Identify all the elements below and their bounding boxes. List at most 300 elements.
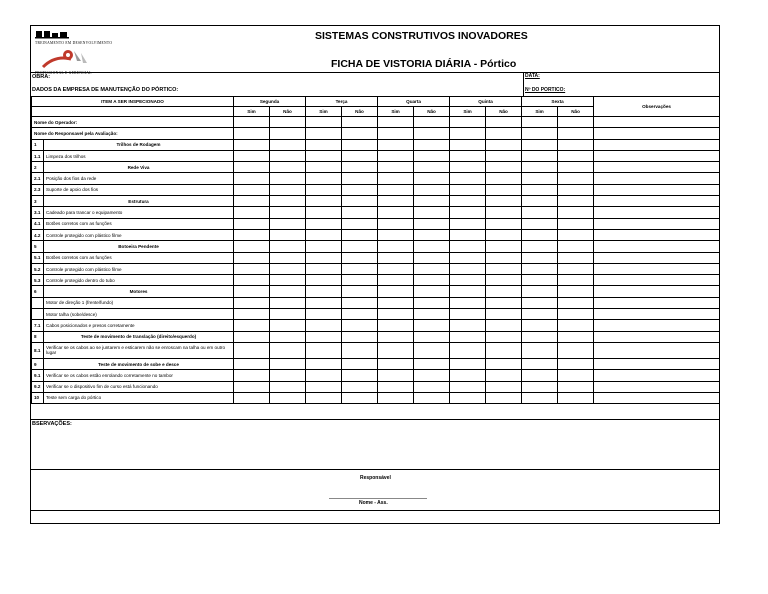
nao-header: Não <box>270 107 306 117</box>
check-cell[interactable] <box>342 139 378 150</box>
observation-cell[interactable] <box>594 309 720 320</box>
observation-cell[interactable] <box>594 263 720 274</box>
check-cell[interactable] <box>378 392 414 403</box>
check-cell[interactable] <box>558 331 594 342</box>
check-cell[interactable] <box>270 309 306 320</box>
check-cell[interactable] <box>342 196 378 207</box>
check-cell[interactable] <box>270 286 306 297</box>
logo-wordmark-icon <box>35 28 75 40</box>
check-cell[interactable] <box>522 252 558 263</box>
item-number: 7.1 <box>32 320 44 331</box>
check-cell[interactable] <box>450 263 486 274</box>
check-cell[interactable] <box>342 117 378 128</box>
check-cell[interactable] <box>522 117 558 128</box>
check-cell[interactable] <box>414 275 450 286</box>
check-cell[interactable] <box>558 128 594 139</box>
observation-cell[interactable] <box>594 275 720 286</box>
check-cell[interactable] <box>342 128 378 139</box>
item-description: Limpeza dos trilhos <box>44 150 234 161</box>
check-cell[interactable] <box>270 275 306 286</box>
check-cell[interactable] <box>450 275 486 286</box>
item-description: Teste sem carga do pórtico <box>44 392 234 403</box>
check-cell[interactable] <box>450 229 486 240</box>
check-cell[interactable] <box>450 342 486 358</box>
check-cell[interactable] <box>558 196 594 207</box>
item-description: Verificar se os cabos estão enrolando corretamente no tambor <box>44 370 234 381</box>
check-cell[interactable] <box>234 286 270 297</box>
check-cell[interactable] <box>486 218 522 229</box>
observation-cell[interactable] <box>594 370 720 381</box>
nao-header: Não <box>342 107 378 117</box>
check-cell[interactable] <box>558 117 594 128</box>
check-cell[interactable] <box>234 309 270 320</box>
check-cell[interactable] <box>522 342 558 358</box>
check-cell[interactable] <box>270 173 306 184</box>
check-cell[interactable] <box>558 286 594 297</box>
check-cell[interactable] <box>414 331 450 342</box>
check-cell[interactable] <box>450 207 486 218</box>
check-cell[interactable] <box>558 241 594 252</box>
check-cell[interactable] <box>414 207 450 218</box>
check-cell[interactable] <box>450 196 486 207</box>
check-cell[interactable] <box>378 275 414 286</box>
check-cell[interactable] <box>486 297 522 308</box>
observation-cell[interactable] <box>594 150 720 161</box>
check-cell[interactable] <box>378 229 414 240</box>
check-cell[interactable] <box>414 128 450 139</box>
check-cell[interactable] <box>342 309 378 320</box>
check-cell[interactable] <box>558 309 594 320</box>
check-cell[interactable] <box>522 196 558 207</box>
check-cell[interactable] <box>342 252 378 263</box>
check-cell[interactable] <box>342 297 378 308</box>
check-cell[interactable] <box>270 184 306 195</box>
observation-cell[interactable] <box>594 173 720 184</box>
check-cell[interactable] <box>306 331 342 342</box>
check-cell[interactable] <box>306 370 342 381</box>
check-cell[interactable] <box>522 392 558 403</box>
check-cell[interactable] <box>486 117 522 128</box>
check-cell[interactable] <box>486 207 522 218</box>
observation-cell[interactable] <box>594 162 720 173</box>
check-cell[interactable] <box>270 263 306 274</box>
item-number: 8.1 <box>32 342 44 358</box>
check-cell[interactable] <box>234 196 270 207</box>
check-cell[interactable] <box>306 196 342 207</box>
check-cell[interactable] <box>558 370 594 381</box>
form-title: SISTEMAS CONSTRUTIVOS INOVADORES <box>315 30 528 42</box>
check-cell[interactable] <box>414 320 450 331</box>
header-rule <box>31 72 719 73</box>
check-cell[interactable] <box>342 370 378 381</box>
check-cell[interactable] <box>378 263 414 274</box>
item-row <box>32 150 720 161</box>
check-cell[interactable] <box>270 196 306 207</box>
check-cell[interactable] <box>234 342 270 358</box>
check-cell[interactable] <box>306 139 342 150</box>
check-cell[interactable] <box>378 218 414 229</box>
check-cell[interactable] <box>234 150 270 161</box>
check-cell[interactable] <box>558 320 594 331</box>
observation-cell[interactable] <box>594 117 720 128</box>
check-cell[interactable] <box>414 263 450 274</box>
check-cell[interactable] <box>522 263 558 274</box>
observation-cell[interactable] <box>594 342 720 358</box>
check-cell[interactable] <box>414 286 450 297</box>
check-cell[interactable] <box>378 128 414 139</box>
check-cell[interactable] <box>486 196 522 207</box>
check-cell[interactable] <box>306 162 342 173</box>
check-cell[interactable] <box>270 229 306 240</box>
check-cell[interactable] <box>558 297 594 308</box>
check-cell[interactable] <box>234 128 270 139</box>
check-cell[interactable] <box>486 275 522 286</box>
check-cell[interactable] <box>414 297 450 308</box>
check-cell[interactable] <box>234 392 270 403</box>
check-cell[interactable] <box>342 392 378 403</box>
check-cell[interactable] <box>558 184 594 195</box>
check-cell[interactable] <box>486 342 522 358</box>
check-cell[interactable] <box>306 286 342 297</box>
check-cell[interactable] <box>234 139 270 150</box>
check-cell[interactable] <box>234 263 270 274</box>
check-cell[interactable] <box>342 207 378 218</box>
check-cell[interactable] <box>378 207 414 218</box>
check-cell[interactable] <box>342 263 378 274</box>
check-cell[interactable] <box>378 331 414 342</box>
check-cell[interactable] <box>270 358 306 369</box>
check-cell[interactable] <box>522 320 558 331</box>
check-cell[interactable] <box>414 309 450 320</box>
item-number: 5.2 <box>32 263 44 274</box>
check-cell[interactable] <box>234 320 270 331</box>
check-cell[interactable] <box>450 184 486 195</box>
check-cell[interactable] <box>522 173 558 184</box>
check-cell[interactable] <box>342 275 378 286</box>
check-cell[interactable] <box>522 150 558 161</box>
check-cell[interactable] <box>234 162 270 173</box>
check-cell[interactable] <box>450 370 486 381</box>
check-cell[interactable] <box>306 320 342 331</box>
check-cell[interactable] <box>270 117 306 128</box>
check-cell[interactable] <box>270 297 306 308</box>
check-cell[interactable] <box>270 139 306 150</box>
check-cell[interactable] <box>342 331 378 342</box>
item-description: Verificar se o dispositivo fim de curso está funcionando <box>44 381 234 392</box>
check-cell[interactable] <box>414 252 450 263</box>
check-cell[interactable] <box>522 229 558 240</box>
signature-line <box>329 498 427 499</box>
check-cell[interactable] <box>522 286 558 297</box>
check-cell[interactable] <box>306 358 342 369</box>
check-cell[interactable] <box>450 139 486 150</box>
check-cell[interactable] <box>234 117 270 128</box>
check-cell[interactable] <box>270 331 306 342</box>
check-cell[interactable] <box>234 184 270 195</box>
check-cell[interactable] <box>486 184 522 195</box>
check-cell[interactable] <box>378 370 414 381</box>
check-cell[interactable] <box>522 241 558 252</box>
operator-row <box>32 117 720 128</box>
check-cell[interactable] <box>378 241 414 252</box>
check-cell[interactable] <box>270 252 306 263</box>
check-cell[interactable] <box>270 207 306 218</box>
item-description: Verificar se os cabos ao se juntarem e esticarem não se enroscam na talha ou em outro lugar <box>44 342 234 358</box>
check-cell[interactable] <box>486 309 522 320</box>
check-cell[interactable] <box>306 381 342 392</box>
check-cell[interactable] <box>450 128 486 139</box>
check-cell[interactable] <box>450 358 486 369</box>
check-cell[interactable] <box>414 150 450 161</box>
responsible-label: Responsável <box>360 475 391 481</box>
item-row <box>32 342 720 358</box>
check-cell[interactable] <box>414 358 450 369</box>
check-cell[interactable] <box>414 173 450 184</box>
check-cell[interactable] <box>342 286 378 297</box>
check-cell[interactable] <box>414 370 450 381</box>
check-cell[interactable] <box>450 241 486 252</box>
check-cell[interactable] <box>234 370 270 381</box>
check-cell[interactable] <box>486 286 522 297</box>
check-cell[interactable] <box>522 184 558 195</box>
check-cell[interactable] <box>486 320 522 331</box>
check-cell[interactable] <box>378 342 414 358</box>
item-number: 5 <box>32 241 44 252</box>
check-cell[interactable] <box>414 218 450 229</box>
observation-cell[interactable] <box>594 241 720 252</box>
check-cell[interactable] <box>486 162 522 173</box>
observation-cell[interactable] <box>594 184 720 195</box>
check-cell[interactable] <box>378 184 414 195</box>
check-cell[interactable] <box>522 218 558 229</box>
check-cell[interactable] <box>306 207 342 218</box>
check-cell[interactable] <box>342 173 378 184</box>
check-cell[interactable] <box>414 229 450 240</box>
check-cell[interactable] <box>486 229 522 240</box>
check-cell[interactable] <box>378 196 414 207</box>
check-cell[interactable] <box>522 370 558 381</box>
check-cell[interactable] <box>558 263 594 274</box>
check-cell[interactable] <box>558 229 594 240</box>
check-cell[interactable] <box>558 342 594 358</box>
check-cell[interactable] <box>378 286 414 297</box>
check-cell[interactable] <box>450 392 486 403</box>
item-number: 9 <box>32 358 44 369</box>
check-cell[interactable] <box>450 286 486 297</box>
observation-cell[interactable] <box>594 320 720 331</box>
check-cell[interactable] <box>486 263 522 274</box>
item-row <box>32 184 720 195</box>
check-cell[interactable] <box>270 162 306 173</box>
observation-cell[interactable] <box>594 392 720 403</box>
observation-cell[interactable] <box>594 381 720 392</box>
check-cell[interactable] <box>342 150 378 161</box>
observation-cell[interactable] <box>594 128 720 139</box>
item-number: 8 <box>32 331 44 342</box>
check-cell[interactable] <box>414 392 450 403</box>
check-cell[interactable] <box>522 381 558 392</box>
check-cell[interactable] <box>522 297 558 308</box>
check-cell[interactable] <box>270 218 306 229</box>
check-cell[interactable] <box>486 139 522 150</box>
check-cell[interactable] <box>522 331 558 342</box>
observation-cell[interactable] <box>594 358 720 369</box>
check-cell[interactable] <box>306 150 342 161</box>
check-cell[interactable] <box>342 241 378 252</box>
check-cell[interactable] <box>342 218 378 229</box>
section-row <box>32 331 720 342</box>
check-cell[interactable] <box>306 229 342 240</box>
check-cell[interactable] <box>558 173 594 184</box>
check-cell[interactable] <box>558 252 594 263</box>
check-cell[interactable] <box>378 162 414 173</box>
check-cell[interactable] <box>414 139 450 150</box>
check-cell[interactable] <box>378 297 414 308</box>
check-cell[interactable] <box>414 342 450 358</box>
check-cell[interactable] <box>558 218 594 229</box>
observation-cell[interactable] <box>594 252 720 263</box>
check-cell[interactable] <box>450 309 486 320</box>
check-cell[interactable] <box>378 381 414 392</box>
check-cell[interactable] <box>306 128 342 139</box>
check-cell[interactable] <box>306 218 342 229</box>
observation-cell[interactable] <box>594 229 720 240</box>
check-cell[interactable] <box>342 381 378 392</box>
check-cell[interactable] <box>522 207 558 218</box>
check-cell[interactable] <box>450 381 486 392</box>
check-cell[interactable] <box>486 358 522 369</box>
check-cell[interactable] <box>234 331 270 342</box>
check-cell[interactable] <box>234 173 270 184</box>
check-cell[interactable] <box>378 320 414 331</box>
check-cell[interactable] <box>558 275 594 286</box>
check-cell[interactable] <box>234 358 270 369</box>
observation-cell[interactable] <box>594 297 720 308</box>
check-cell[interactable] <box>270 342 306 358</box>
check-cell[interactable] <box>234 207 270 218</box>
check-cell[interactable] <box>270 370 306 381</box>
check-cell[interactable] <box>270 150 306 161</box>
check-cell[interactable] <box>270 392 306 403</box>
check-cell[interactable] <box>522 358 558 369</box>
check-cell[interactable] <box>342 229 378 240</box>
check-cell[interactable] <box>306 252 342 263</box>
check-cell[interactable] <box>450 162 486 173</box>
observation-cell[interactable] <box>594 207 720 218</box>
check-cell[interactable] <box>234 275 270 286</box>
observation-cell[interactable] <box>594 218 720 229</box>
check-cell[interactable] <box>378 139 414 150</box>
check-cell[interactable] <box>234 218 270 229</box>
check-cell[interactable] <box>522 128 558 139</box>
check-cell[interactable] <box>486 331 522 342</box>
check-cell[interactable] <box>306 342 342 358</box>
check-cell[interactable] <box>522 309 558 320</box>
check-cell[interactable] <box>342 162 378 173</box>
check-cell[interactable] <box>270 381 306 392</box>
check-cell[interactable] <box>306 117 342 128</box>
check-cell[interactable] <box>378 117 414 128</box>
check-cell[interactable] <box>558 139 594 150</box>
check-cell[interactable] <box>414 184 450 195</box>
check-cell[interactable] <box>378 252 414 263</box>
signature-rule <box>31 469 719 470</box>
check-cell[interactable] <box>306 275 342 286</box>
check-cell[interactable] <box>378 173 414 184</box>
check-cell[interactable] <box>450 297 486 308</box>
check-cell[interactable] <box>450 150 486 161</box>
check-cell[interactable] <box>342 358 378 369</box>
check-cell[interactable] <box>450 320 486 331</box>
check-cell[interactable] <box>450 117 486 128</box>
check-cell[interactable] <box>486 370 522 381</box>
check-cell[interactable] <box>450 173 486 184</box>
check-cell[interactable] <box>378 309 414 320</box>
observation-cell[interactable] <box>594 286 720 297</box>
check-cell[interactable] <box>558 392 594 403</box>
check-cell[interactable] <box>234 252 270 263</box>
check-cell[interactable] <box>450 252 486 263</box>
check-cell[interactable] <box>378 358 414 369</box>
check-cell[interactable] <box>486 392 522 403</box>
check-cell[interactable] <box>558 162 594 173</box>
check-cell[interactable] <box>522 162 558 173</box>
observation-cell[interactable] <box>594 331 720 342</box>
check-cell[interactable] <box>234 381 270 392</box>
check-cell[interactable] <box>270 320 306 331</box>
check-cell[interactable] <box>558 150 594 161</box>
check-cell[interactable] <box>414 162 450 173</box>
check-cell[interactable] <box>414 196 450 207</box>
check-cell[interactable] <box>342 342 378 358</box>
check-cell[interactable] <box>270 241 306 252</box>
check-cell[interactable] <box>522 275 558 286</box>
check-cell[interactable] <box>234 241 270 252</box>
check-cell[interactable] <box>558 207 594 218</box>
check-cell[interactable] <box>522 139 558 150</box>
check-cell[interactable] <box>558 358 594 369</box>
observation-cell[interactable] <box>594 139 720 150</box>
check-cell[interactable] <box>342 184 378 195</box>
check-cell[interactable] <box>486 381 522 392</box>
check-cell[interactable] <box>306 309 342 320</box>
check-cell[interactable] <box>486 150 522 161</box>
check-cell[interactable] <box>306 173 342 184</box>
check-cell[interactable] <box>414 381 450 392</box>
check-cell[interactable] <box>306 392 342 403</box>
check-cell[interactable] <box>414 241 450 252</box>
check-cell[interactable] <box>270 128 306 139</box>
check-cell[interactable] <box>486 173 522 184</box>
check-cell[interactable] <box>414 117 450 128</box>
check-cell[interactable] <box>486 252 522 263</box>
check-cell[interactable] <box>342 320 378 331</box>
check-cell[interactable] <box>234 297 270 308</box>
check-cell[interactable] <box>234 229 270 240</box>
check-cell[interactable] <box>486 241 522 252</box>
check-cell[interactable] <box>486 128 522 139</box>
check-cell[interactable] <box>450 331 486 342</box>
check-cell[interactable] <box>306 297 342 308</box>
check-cell[interactable] <box>306 263 342 274</box>
check-cell[interactable] <box>558 381 594 392</box>
check-cell[interactable] <box>450 218 486 229</box>
check-cell[interactable] <box>378 150 414 161</box>
check-cell[interactable] <box>306 241 342 252</box>
observation-cell[interactable] <box>594 196 720 207</box>
check-cell[interactable] <box>306 184 342 195</box>
item-number: 5.1 <box>32 252 44 263</box>
